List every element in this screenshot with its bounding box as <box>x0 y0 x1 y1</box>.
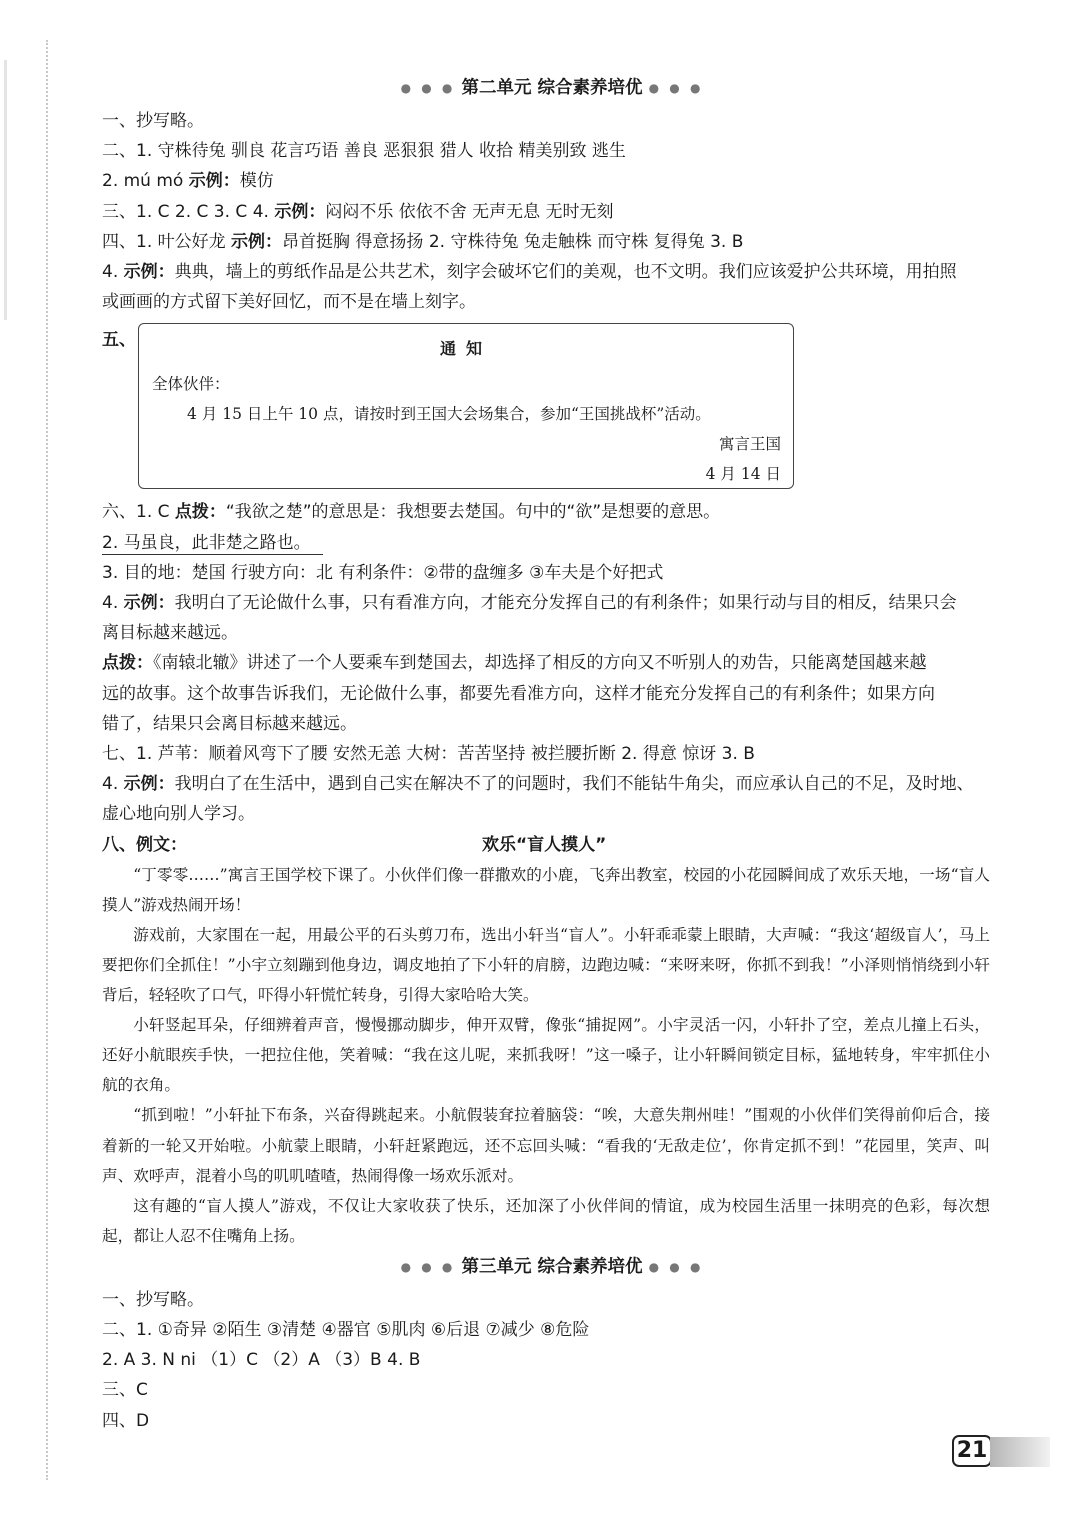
section-8-label: 八、例文： <box>102 834 187 855</box>
example-label: 示例： <box>123 593 175 614</box>
notice-signature: 寓言王国 <box>718 435 781 454</box>
u2-section-2-1: 二、1. 守株待兔 驯良 花言巧语 善良 恶狠狠 猎人 收拾 精美别致 逃生 <box>102 141 626 162</box>
binding-line <box>46 40 48 1480</box>
text: 典典，墙上的剪纸作品是公共艺术，刻字会破坏它们的美观，也不文明。我们应该爱护公共环境，用拍照 <box>174 262 957 283</box>
example-label: 示例： <box>188 171 240 192</box>
u2-section-6-2 <box>102 528 1002 558</box>
u2-section-8-head <box>102 830 1002 860</box>
u3-section-2-1: 二、1. ①奇异 ②陌生 ③清楚 ④器官 ⑤肌肉 ⑥后退 ⑦减少 ⑧危险 <box>102 1320 590 1341</box>
notice-recipient: 全体伙伴： <box>152 375 230 394</box>
text: 我明白了无论做什么事，只有看准方向，才能充分发挥自己的有利条件；如果行动与目的相反，结果只会 <box>174 593 957 614</box>
unit2-title-text: 第二单元 综合素养培优 <box>461 78 643 98</box>
u2-section-6-1 <box>102 497 1002 527</box>
example-label: 示例： <box>123 262 175 283</box>
title-dots-left: ● ● ● <box>400 1259 456 1274</box>
u2-section-5 <box>102 323 1002 493</box>
text: 昂首挺胸 得意扬扬 2. 守株待兔 兔走触株 而守株 复得兔 3. B <box>282 231 744 252</box>
essay-paragraph: “丁零零……”寓言王国学校下课了。小伙伴们像一群撒欢的小鹿，飞奔出教室，校园的小花园瞬间成了欢乐天地，一场“盲人摸人”游戏热闹开场！ <box>102 865 990 914</box>
u2-section-2-2 <box>102 166 1002 196</box>
u2-section-4-4 <box>102 257 1002 287</box>
essay-paragraph: 小轩竖起耳朵，仔细辨着声音，慢慢挪动脚步，伸开双臂，像张“捕捉网”。小宇灵活一闪，小轩扑了空，差点儿撞上石头，还好小航眼疾手快，一把拉住他，笑着喊：“我在这儿呢，来抓我呀！”这一嗓子，让小轩瞬间锁定目标，猛地转身，牢牢抓住小航的衣角。 <box>102 1016 990 1095</box>
text: 4. <box>102 593 124 614</box>
essay-paragraph: 这有趣的“盲人摸人”游戏，不仅让大家收获了快乐，还加深了小伙伴间的情谊，成为校园生活里一抹明亮的色彩，每次想起，都让人忍不住嘴角上扬。 <box>102 1196 990 1245</box>
tip-label: 点拨： <box>174 502 226 523</box>
u2-section-6-tip <box>102 648 1002 678</box>
u2-section-6-4-cont: 离目标越来越远。 <box>102 623 238 644</box>
notice-date: 4 月 14 日 <box>705 465 781 484</box>
u3-section-3: 三、C <box>102 1380 148 1401</box>
text: 四、1. 叶公好龙 <box>102 231 232 252</box>
example-label: 示例： <box>274 201 326 222</box>
essay-title: 欢乐“盲人摸人” <box>482 834 607 855</box>
unit2-title <box>102 72 1002 104</box>
text: “我欲之楚”的意思是：我想要去楚国。句中的“欲”是想要的意思。 <box>225 502 721 523</box>
u2-section-3 <box>102 197 1002 227</box>
u2-section-6-tip-cont2: 错了，结果只会离目标越来越远。 <box>102 713 357 734</box>
essay-paragraph: 游戏前，大家围在一起，用最公平的石头剪刀布，选出小轩当“盲人”。小轩乖乖蒙上眼睛，大声喊：“我这‘超级盲人’，马上要把你们全抓住！”小宇立刻蹦到他身边，调皮地拍了下小轩的肩膀，边跑边喊：“来呀来呀，你抓不到我！”小泽则悄悄绕到小轩背后，轻轻吹了口气，吓得小轩慌忙转身，引得大家哈哈大笑。 <box>102 925 990 1005</box>
text: 4. <box>102 774 124 795</box>
u3-section-2-2: 2. A 3. N ni （1）C （2）A （3）B 4. B <box>102 1350 421 1371</box>
title-dots-right: ● ● ● <box>648 81 704 95</box>
text: 《南辕北辙》讲述了一个人要乘车到楚国去，却选择了相反的方向又不听别人的劝告，只能离楚国越来越 <box>153 653 927 674</box>
text: 2. mú mó <box>102 171 189 192</box>
text: 模仿 <box>239 171 274 192</box>
u2-section-7-4-cont: 虚心地向别人学习。 <box>102 804 255 825</box>
page-number-bar <box>990 1437 1050 1467</box>
unit3-title <box>102 1251 1002 1283</box>
example-label: 示例： <box>231 231 283 252</box>
text: 4. <box>102 262 124 283</box>
essay-body <box>102 860 990 1251</box>
page-number: 21 <box>952 1435 992 1467</box>
u2-section-7-1: 七、1. 芦苇：顺着风弯下了腰 安然无恙 大树：苦苦坚持 被拦腰折断 2. 得意 惊讶 3. B <box>102 744 755 765</box>
u3-section-1: 一、抄写略。 <box>102 1289 204 1310</box>
underlined-answer: 2. 马虽良，此非楚之路也。 <box>102 533 323 555</box>
u2-section-7-4 <box>102 769 1002 799</box>
notice-box <box>138 323 794 489</box>
example-label: 示例： <box>123 774 175 795</box>
u2-section-6-4 <box>102 588 1002 618</box>
text: 我明白了在生活中，遇到自己实在解决不了的问题时，我们不能钻牛角尖，而应承认自己的不足，及时地、 <box>174 774 974 795</box>
text: 三、1. C 2. C 3. C 4. <box>102 201 275 222</box>
binding-shadow <box>4 60 7 320</box>
section-5-label: 五、 <box>102 330 136 351</box>
title-dots-right: ● ● ● <box>648 1259 704 1274</box>
notice-title: 通知 <box>439 339 492 359</box>
title-dots-left: ● ● ● <box>400 81 456 95</box>
text: 闷闷不乐 依依不舍 无声无息 无时无刻 <box>325 201 614 222</box>
tip-label: 点拨： <box>102 653 153 674</box>
unit3-title-text: 第三单元 综合素养培优 <box>461 1256 643 1277</box>
essay-paragraph: “抓到啦！”小轩扯下布条，兴奋得跳起来。小航假装耷拉着脑袋：“唉，大意失荆州哇！”围观的小伙伴们笑得前仰后合，接着新的一轮又开始啦。小航蒙上眼睛，小轩赶紧跑远，还不忘回头喊：“看我的‘无敌走位’，你肯定抓不到！”花园里，笑声、叫声、欢呼声，混着小鸟的叽叽喳喳，热闹得像一场欢乐派对。 <box>102 1106 990 1185</box>
u2-section-1: 一、抄写略。 <box>102 111 204 131</box>
u2-section-4-4-cont: 或画画的方式留下美好回忆，而不是在墙上刻字。 <box>102 292 476 313</box>
answer-page <box>102 72 1002 1436</box>
u2-section-6-tip-cont: 远的故事。这个故事告诉我们，无论做什么事，都要先看准方向，这样才能充分发挥自己的有利条件；如果方向 <box>102 683 935 704</box>
text: 六、1. C <box>102 502 175 523</box>
notice-body: 4 月 15 日上午 10 点，请按时到王国大会场集合，参加“王国挑战杯”活动。 <box>187 405 711 424</box>
u2-section-4-1 <box>102 227 1002 257</box>
u2-section-6-3: 3. 目的地：楚国 行驶方向：北 有利条件：②带的盘缠多 ③车夫是个好把式 <box>102 562 664 583</box>
u3-section-4: 四、D <box>102 1410 150 1431</box>
